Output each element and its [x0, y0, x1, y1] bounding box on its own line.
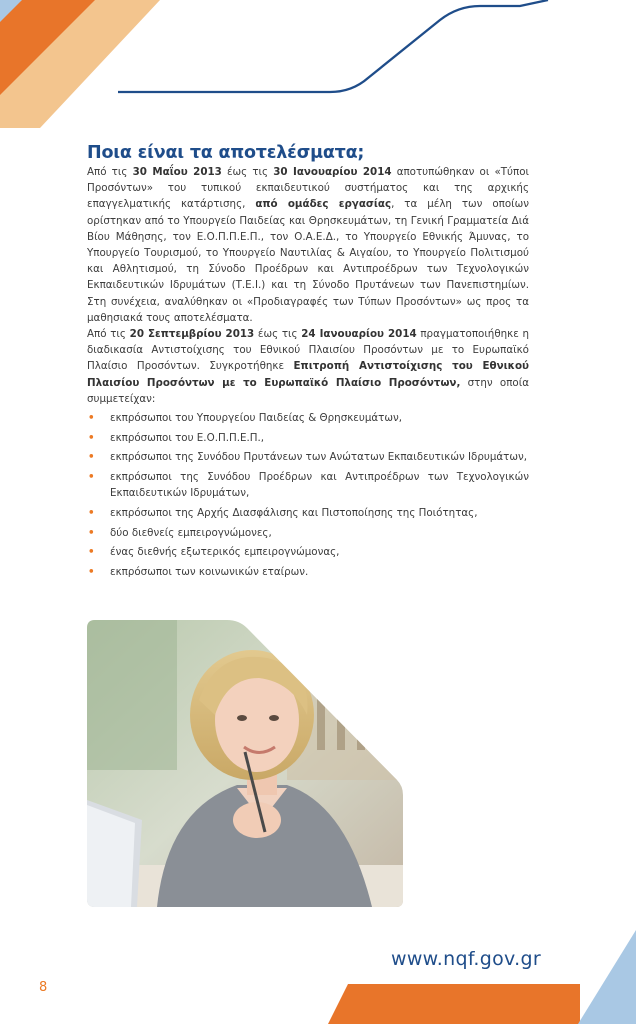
- blue-swoosh: [118, 0, 548, 92]
- student-photo: [87, 620, 403, 907]
- list-item: • ένας διεθνής εξωτερικός εμπειρογνώμονας,: [87, 544, 529, 560]
- bullet-marker: •: [88, 451, 95, 464]
- page-title: Ποια είναι τα αποτελέσματα;: [87, 143, 365, 163]
- bullet-marker: •: [88, 431, 95, 444]
- list-item: • εκπρόσωποι της Αρχής Διασφάλισης και Πιστοποίησης της Ποιότητας,: [87, 505, 529, 521]
- bullet-marker: •: [88, 471, 95, 484]
- bullet-marker: •: [88, 412, 95, 425]
- participants-list: [87, 410, 529, 580]
- body-text: [87, 164, 529, 584]
- list-item: • εκπρόσωποι του Ε.Ο.Π.Π.Ε.Π.,: [87, 430, 529, 446]
- list-item: • δύο διεθνείς εμπειρογνώμονες,: [87, 525, 529, 541]
- top-decoration: [0, 0, 636, 130]
- paragraph-dates-working-groups: Από τις 30 Μαΐου 2013 έως τις 30 Ιανουαρίου 2014 αποτυπώθηκαν οι «Τύποι Προσόντων» του τυπικού εκπαιδευτικού συστήματος και της αρχικής επαγγελματικής κατάρτισης, από ομάδες εργασίας, τα μέλη των οποίων ορίστηκαν από το Υπουργείο Παιδείας και Θρησκευμάτων, τη Γενική Γραμματεία Διά Βίου Μάθησης, τον Ε.Ο.Π.Π.Ε.Π., τον Ο.Α.Ε.Δ., το Υπουργείο Εθνικής Άμυνας, το Υπουργείο Τουρισμού, το Υπουργείο Ναυτιλίας & Αιγαίου, το Υπουργείο Πολιτισμού και Αθλητισμού, τη Σύνοδο Προέδρων και Αντιπροέδρων των Τεχνολογικών Εκπαιδευτικών Ιδρυμάτων (Τ.Ε.Ι.) και τη Σύνοδο Πρυτάνεων των Πανεπιστημίων. Στη συνέχεια, αναλύθηκαν οι «Προδιαγραφές των Τύπων Προσόντων» ως προς τα μαθησιακά τους αποτελέσματα.: [87, 166, 529, 324]
- page-number: 8: [39, 980, 48, 995]
- bullet-marker: •: [88, 526, 95, 539]
- list-item: • εκπρόσωποι της Συνόδου Πρυτάνεων των Ανώτατων Εκπαιδευτικών Ιδρυμάτων,: [87, 449, 529, 465]
- bullet-marker: •: [88, 507, 95, 520]
- bottom-orange-stripe: [328, 984, 580, 1024]
- list-item: • εκπρόσωποι των κοινωνικών εταίρων.: [87, 564, 529, 580]
- bottom-decoration: [0, 930, 636, 1024]
- list-item: • εκπρόσωποι του Υπουργείου Παιδείας & Θρησκευμάτων,: [87, 410, 529, 426]
- paragraph-referencing-committee: Από τις 20 Σεπτεμβρίου 2013 έως τις 24 Ιανουαρίου 2014 πραγματοποιήθηκε η διαδικασία Αντιστοίχισης του Εθνικού Πλαισίου Προσόντων με το Ευρωπαϊκό Πλαίσιο Προσόντων. Συγκροτήθηκε Επιτροπή Αντιστοίχισης του Εθνικού Πλαισίου Προσόντων με το Ευρωπαϊκό Πλαίσιο Προσόντων, στην οποία συμμετείχαν:: [87, 328, 529, 405]
- website-url[interactable]: www.nqf.gov.gr: [391, 948, 541, 970]
- list-item: • εκπρόσωποι της Συνόδου Προέδρων και Αντιπροέδρων των Τεχνολογικών Εκπαιδευτικών Ιδρυμάτων,: [88, 471, 529, 500]
- bullet-marker: •: [88, 546, 95, 559]
- bullet-marker: •: [88, 566, 95, 579]
- bottom-light-blue-stripe: [578, 930, 636, 1024]
